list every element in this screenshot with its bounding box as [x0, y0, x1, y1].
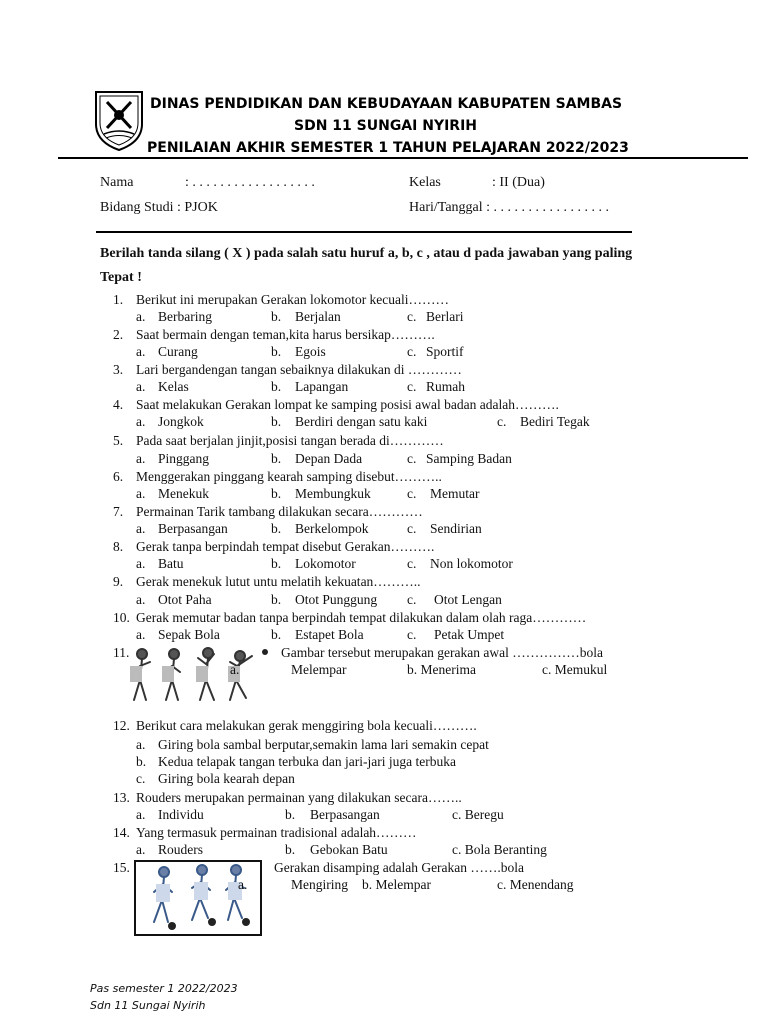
option-a: Individu: [158, 807, 204, 822]
option-letter-c: c.: [497, 414, 507, 429]
question-text: Yang termasuk permainan tradisional adalah………: [136, 825, 417, 840]
option-c: Rumah: [426, 379, 465, 394]
question-number: 14.: [113, 825, 130, 840]
option-c: Sendirian: [430, 521, 482, 536]
question-text: Berikut cara melakukan gerak menggiring bola kecuali……….: [136, 718, 477, 733]
option-letter-b: b.: [271, 627, 282, 642]
footer-line-2: Sdn 11 Sungai Nyirih: [90, 999, 206, 1012]
option-letter-c: c.: [407, 379, 417, 394]
option-b: Berkelompok: [295, 521, 369, 536]
option-letter-a: a.: [136, 592, 146, 607]
throwing-figures-image: [126, 646, 274, 708]
option-c: c. Menendang: [497, 877, 574, 892]
option-letter-b: b.: [271, 379, 282, 394]
option-letter-c: c.: [407, 556, 417, 571]
option-letter-a: a.: [136, 807, 146, 822]
question-text: Rouders merupakan permainan yang dilakukan secara……..: [136, 790, 462, 805]
option-b: b. Menerima: [407, 662, 476, 677]
option-letter-c: c.: [407, 486, 417, 501]
kelas-label: Kelas: [409, 175, 441, 190]
question-text: Gerak memutar badan tanpa berpindah tempat dilakukan dalam olah raga…………: [136, 610, 587, 625]
option-letter-a: a.: [136, 414, 146, 429]
option-letter-c: c.: [407, 592, 417, 607]
option-letter-a: a.: [136, 627, 146, 642]
option-a: Pinggang: [158, 451, 210, 466]
option-letter-c: c.: [407, 344, 417, 359]
question-number: 13.: [113, 790, 130, 805]
hari-tanggal: Hari/Tanggal : . . . . . . . . . . . . . . . . .: [409, 200, 610, 215]
question-text: Pada saat berjalan jinjit,posisi tangan berada di…………: [136, 433, 444, 448]
option-a: Melempar: [291, 662, 347, 677]
option-c: c. Beregu: [452, 807, 504, 822]
option-letter-b: b.: [285, 807, 296, 822]
option-letter-c: c.: [407, 451, 417, 466]
question-number: 9.: [113, 574, 124, 589]
option-c: Otot Lengan: [434, 592, 502, 607]
option-letter-a: a.: [136, 486, 146, 501]
option-a: Berbaring: [158, 309, 212, 324]
header-line-2: SDN 11 SUNGAI NYIRIH: [294, 118, 477, 134]
question-number: 7.: [113, 504, 124, 519]
option-letter-a: a.: [136, 521, 146, 536]
option-a: Giring bola sambal berputar,semakin lama lari semakin cepat: [158, 737, 489, 752]
question-number: 11.: [113, 645, 130, 660]
option-c: Giring bola kearah depan: [158, 771, 295, 786]
option-b: Gebokan Batu: [310, 842, 388, 857]
option-b: Depan Dada: [295, 451, 363, 466]
option-b: Membungkuk: [295, 486, 371, 501]
question-text: Saat melakukan Gerakan lompat ke samping posisi awal badan adalah……….: [136, 397, 559, 412]
info-rule: [96, 231, 632, 233]
question-number: 15.: [113, 860, 130, 875]
option-letter-a: a.: [136, 556, 146, 571]
option-c: Petak Umpet: [434, 627, 505, 642]
option-letter-a: a.: [230, 662, 240, 677]
option-letter-b: b.: [271, 556, 282, 571]
option-letter-b: b.: [271, 309, 282, 324]
option-a: Batu: [158, 556, 184, 571]
option-letter-b: b.: [136, 754, 147, 769]
option-letter-b: b.: [271, 451, 282, 466]
option-letter-a: a.: [136, 842, 146, 857]
option-c: Sportif: [426, 344, 464, 359]
dribbling-figures-image: [134, 860, 262, 936]
nama-value: : . . . . . . . . . . . . . . . . . .: [185, 175, 315, 190]
question-text: Gerak menekuk lutut untu melatih kekuatan………..: [136, 574, 421, 589]
option-c: Samping Badan: [426, 451, 512, 466]
option-c: c. Bola Beranting: [452, 842, 547, 857]
option-c: Memutar: [430, 486, 480, 501]
option-letter-b: b.: [271, 414, 282, 429]
option-letter-b: b.: [271, 486, 282, 501]
question-number: 3.: [113, 362, 124, 377]
option-letter-a: a.: [136, 344, 146, 359]
question-number: 1.: [113, 292, 124, 307]
option-a: Mengiring: [291, 877, 348, 892]
option-letter-c: c.: [407, 309, 417, 324]
question-text: Menggerakan pinggang kearah samping disebut………..: [136, 469, 442, 484]
option-letter-a: a.: [136, 379, 146, 394]
footer-line-1: Pas semester 1 2022/2023: [90, 982, 238, 995]
option-b: Berpasangan: [310, 807, 380, 822]
option-b: Lapangan: [295, 379, 349, 394]
question-number: 6.: [113, 469, 124, 484]
option-b: Otot Punggung: [295, 592, 378, 607]
dribbling-figures-icon: [136, 862, 260, 934]
option-letter-a: a.: [136, 309, 146, 324]
question-number: 5.: [113, 433, 124, 448]
option-b: Lokomotor: [295, 556, 356, 571]
option-a: Berpasangan: [158, 521, 228, 536]
option-b: Kedua telapak tangan terbuka dan jari-jari juga terbuka: [158, 754, 456, 769]
question-number: 8.: [113, 539, 124, 554]
option-letter-c: c.: [136, 771, 146, 786]
option-a: Menekuk: [158, 486, 209, 501]
option-c: Bediri Tegak: [520, 414, 590, 429]
question-number: 12.: [113, 718, 130, 733]
kelas-value: : II (Dua): [492, 175, 545, 190]
question-number: 4.: [113, 397, 124, 412]
question-number: 2.: [113, 327, 124, 342]
bidang-studi: Bidang Studi : PJOK: [100, 200, 218, 215]
question-number: 10.: [113, 610, 130, 625]
option-b: Berjalan: [295, 309, 341, 324]
option-letter-b: b.: [285, 842, 296, 857]
option-a: Sepak Bola: [158, 627, 220, 642]
question-text: Berikut ini merupakan Gerakan lokomotor kecuali………: [136, 292, 450, 307]
option-letter-b: b.: [271, 592, 282, 607]
option-c: Berlari: [426, 309, 464, 324]
option-a: Kelas: [158, 379, 189, 394]
option-letter-b: b.: [271, 344, 282, 359]
question-text: Gambar tersebut merupakan gerakan awal ……………bola: [281, 645, 604, 660]
option-c: Non lokomotor: [430, 556, 513, 571]
option-c: c. Memukul: [542, 662, 608, 677]
logo: [92, 88, 146, 152]
option-a: Curang: [158, 344, 198, 359]
option-letter-a: a.: [136, 451, 146, 466]
crest-icon: [92, 88, 146, 152]
option-letter-a: a.: [238, 877, 248, 892]
option-letter-c: c.: [407, 627, 417, 642]
option-b: b. Melempar: [362, 877, 431, 892]
option-letter-b: b.: [271, 521, 282, 536]
option-a: Jongkok: [158, 414, 204, 429]
question-text: Lari bergandengan tangan sebaiknya dilakukan di …………: [136, 362, 462, 377]
question-text: Saat bermain dengan teman,kita harus bersikap……….: [136, 327, 435, 342]
option-b: Berdiri dengan satu kaki: [295, 414, 428, 429]
option-b: Egois: [295, 344, 326, 359]
instruction-line-2: Tepat !: [100, 270, 142, 285]
question-text: Permainan Tarik tambang dilakukan secara…………: [136, 504, 423, 519]
nama-label: Nama: [100, 175, 134, 190]
throwing-figures-icon: [126, 646, 274, 708]
option-b: Estapet Bola: [295, 627, 364, 642]
question-text: Gerakan disamping adalah Gerakan …….bola: [274, 860, 525, 875]
option-letter-a: a.: [136, 737, 146, 752]
header-line-3: PENILAIAN AKHIR SEMESTER 1 TAHUN PELAJARAN 2022/2023: [147, 140, 629, 156]
option-a: Otot Paha: [158, 592, 212, 607]
question-text: Gerak tanpa berpindah tempat disebut Gerakan……….: [136, 539, 435, 554]
header-line-1: DINAS PENDIDIKAN DAN KEBUDAYAAN KABUPATEN SAMBAS: [150, 96, 623, 112]
option-a: Rouders: [158, 842, 203, 857]
instruction-line-1: Berilah tanda silang ( X ) pada salah satu huruf a, b, c , atau d pada jawaban yang paling: [100, 246, 633, 261]
option-letter-c: c.: [407, 521, 417, 536]
header-rule: [58, 157, 748, 159]
